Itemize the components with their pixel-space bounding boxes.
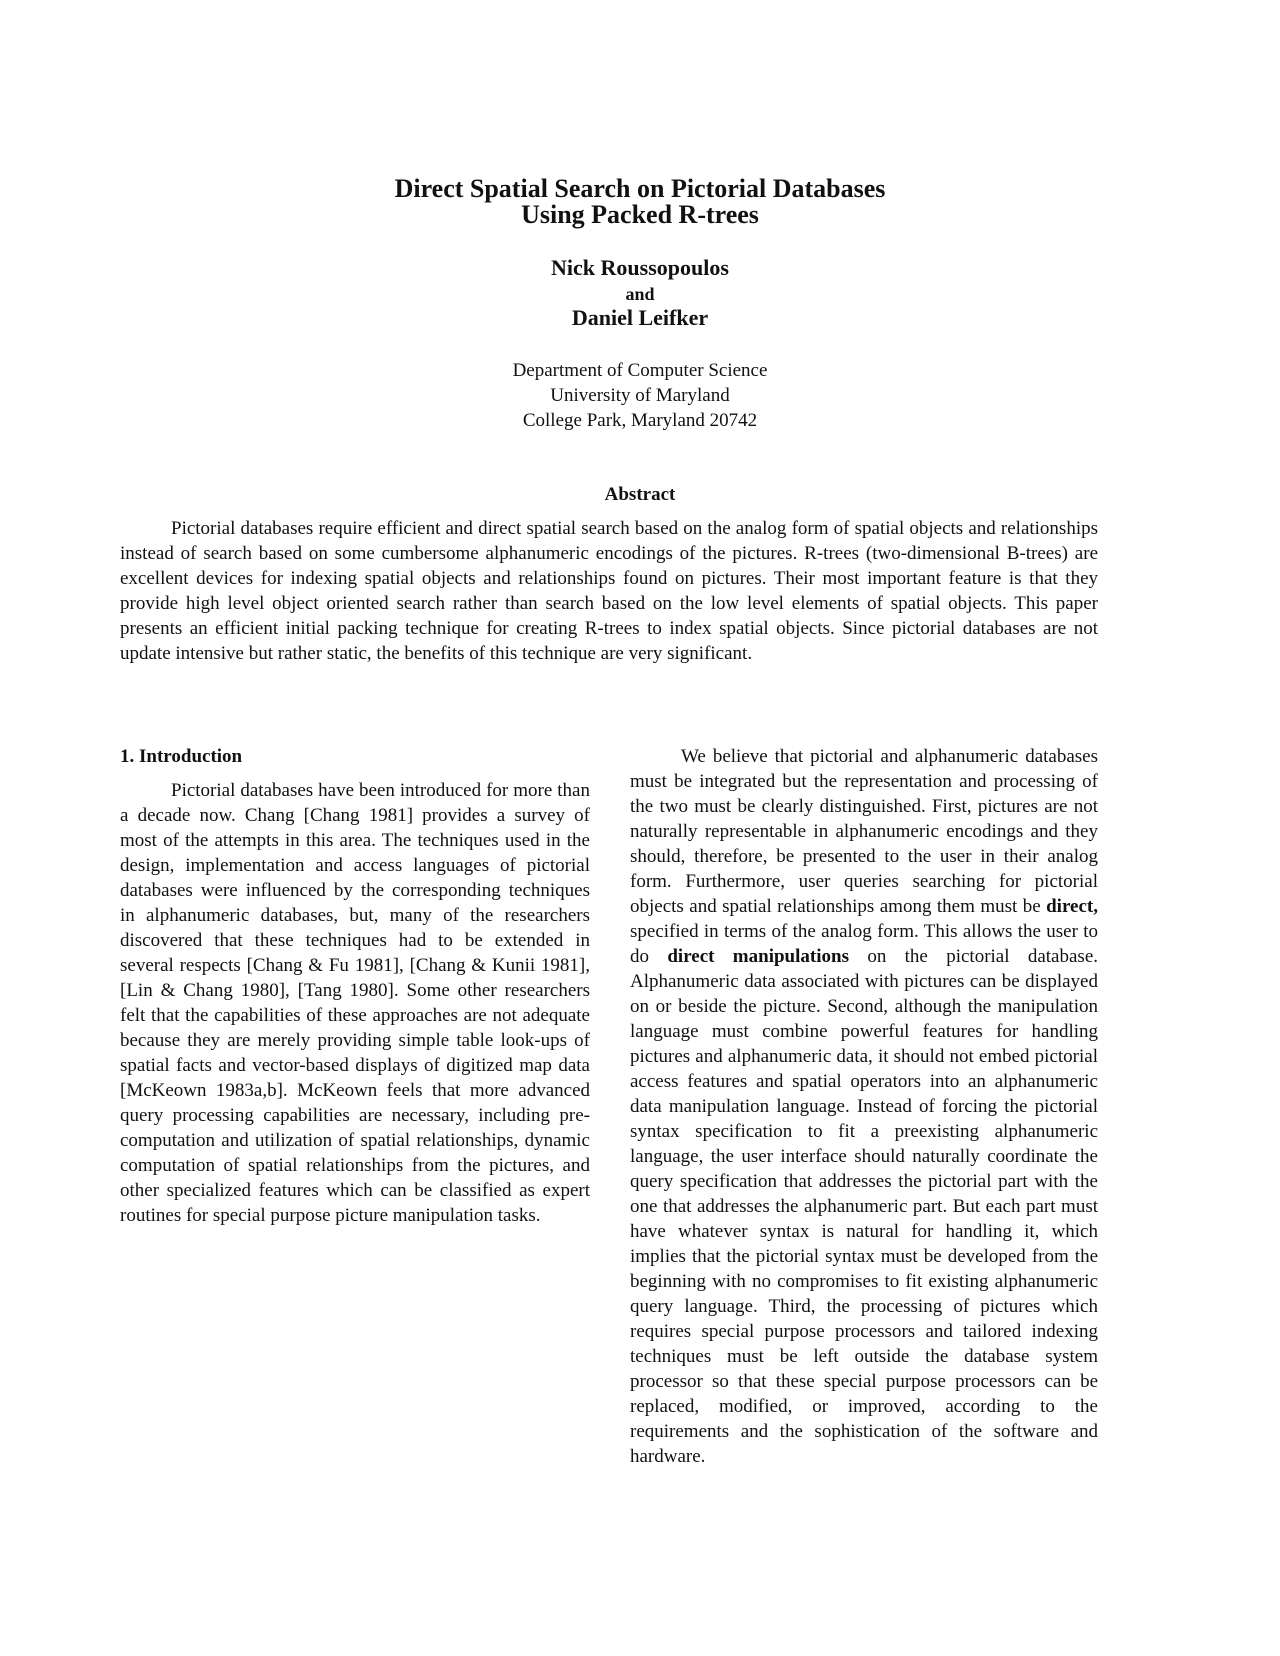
- paper-title: [0, 176, 1280, 228]
- author-joiner: and: [625, 284, 655, 304]
- emphasis-direct-manipulations: direct manipulations: [667, 946, 849, 967]
- affiliation-address: College Park, Maryland 20742: [522, 410, 758, 431]
- affiliation-university: University of Maryland: [550, 385, 730, 406]
- intro-paragraph-1: Pictorial databases have been introduced for more than a decade now. Chang [Chang 1981] provides a survey of most of the attempts in this area. The techniques used in the design, implementation and access languages of pictorial databases were influenced by the corresponding techniques in alphanumeric databases, but, many of the researchers discovered that these techniques had to be extended in several respects [Chang & Fu 1981], [Chang & Kunii 1981], [Lin & Chang 1980], [Tang 1980]. Some other researchers felt that the capabilities of these approaches are not adequate because they are merely providing simple table look-ups of spatial facts and vector-based displays of digitized map data [McKeown 1983a,b]. McKeown feels that more advanced query processing capabilities are necessary, including pre-computation and utilization of spatial relationships, dynamic computation of spatial relationships from the pictures, and other specialized features which can be classified as expert routines for special purpose picture manipulation tasks.: [120, 780, 590, 1226]
- affiliation-department: Department of Computer Science: [512, 360, 768, 381]
- abstract-body: Pictorial databases require efficient and direct spatial search based on the analog form of spatial objects and relationships instead of search based on some cumbersome alphanumeric encodings of the pictures. R-trees (two-dimensional B-trees) are excellent devices for indexing spatial objects and relationships found on pictures. Their most important feature is that they provide high level object oriented search rather than search based on the low level elements of spatial objects. This paper presents an efficient initial packing technique for creating R-trees to index spatial objects. Since pictorial databases are not update intensive but rather static, the benefits of this technique are very significant.: [120, 518, 1098, 664]
- title-line-2: Using Packed R-trees: [521, 200, 759, 229]
- paragraph-text: We believe that pictorial and alphanumeric databases must be integrated but the representation and processing of the two must be clearly distinguished. First, pictures are not naturally representable in alphanumeric encodings and they should, therefore, be presented to the user in their analog form. Furthermore, user queries searching for pictorial objects and spatial relationships among them must be: [630, 746, 1098, 917]
- affiliation: [0, 358, 1280, 433]
- right-column: [630, 744, 1098, 1469]
- section-heading-introduction: 1. Introduction: [120, 746, 243, 767]
- emphasis-direct: direct,: [1046, 896, 1098, 917]
- intro-paragraph-2: [630, 744, 1098, 1469]
- author-name: Nick Roussopoulos: [551, 255, 729, 280]
- left-column: [120, 744, 590, 1228]
- author-name: Daniel Leifker: [571, 305, 709, 330]
- paragraph-text: specified in terms of the analog form. This allows the user to do: [630, 921, 1098, 967]
- abstract-heading: Abstract: [604, 484, 676, 505]
- paragraph-text: on the pictorial database. Alphanumeric data associated with pictures can be displayed on or beside the picture. Second, although the manipulation language must combine powerful features for handling pictures and alphanumeric data, it should not embed pictorial access features and spatial operators into an alphanumeric data manipulation language. Instead of forcing the pictorial syntax specification to fit a preexisting alphanumeric language, the user interface should naturally coordinate the query specification that addresses the pictorial part with the one that addresses the alphanumeric part. But each part must have whatever syntax is natural for handling it, which implies that the pictorial syntax must be developed from the beginning with no compromises to fit existing alphanumeric query language. Third, the processing of pictures which requires special purpose processors and tailored indexing techniques must be left outside the database system processor so that these special purpose processors can be replaced, modified, or improved, according to the requirements and the sophistication of the software and hardware.: [630, 946, 1099, 1467]
- title-line-1: Direct Spatial Search on Pictorial Databases: [394, 174, 886, 203]
